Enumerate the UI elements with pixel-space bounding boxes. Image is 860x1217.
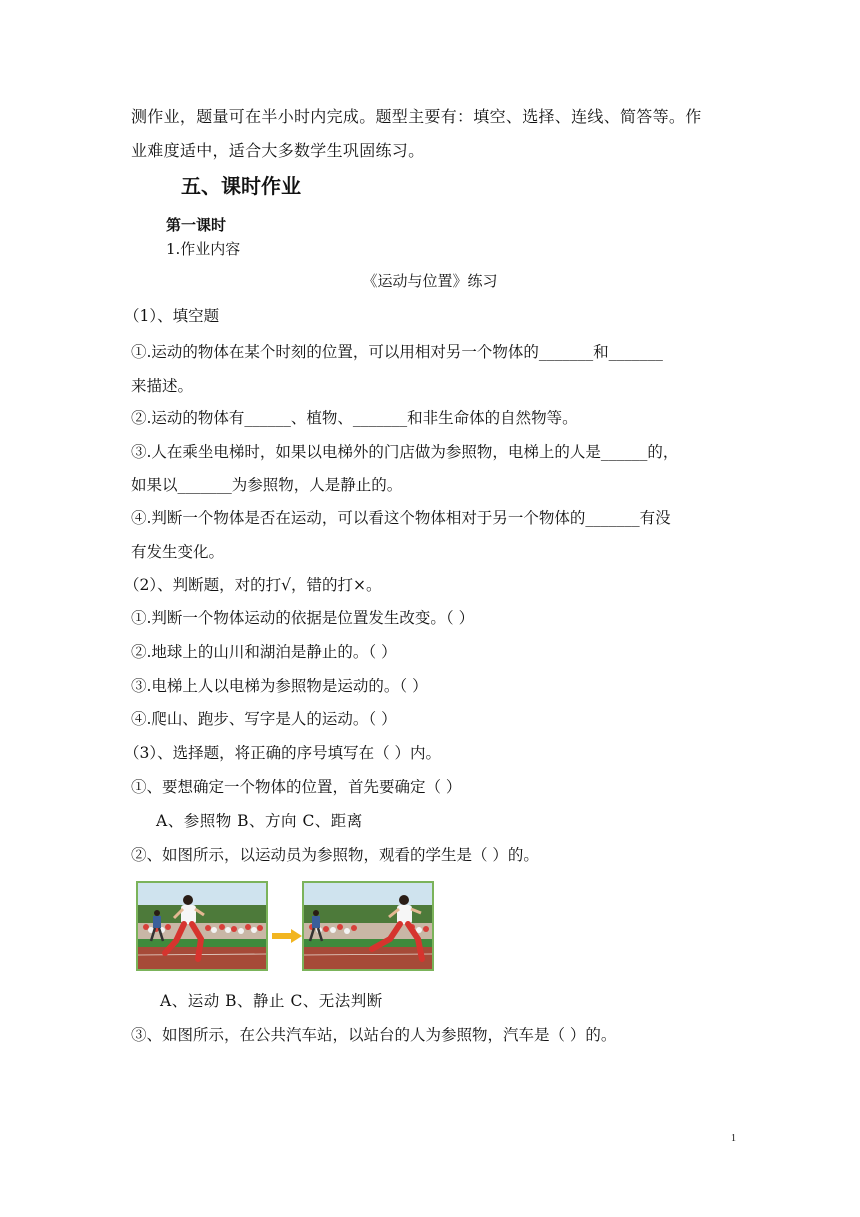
runner-photo-after	[302, 881, 434, 971]
exercise-title: 《运动与位置》练习	[362, 272, 498, 290]
fill-line: ③.人在乘坐电梯时，如果以电梯外的门店做为参照物，电梯上的人是______的，	[131, 443, 679, 461]
judge-heading: （2）、判断题，对的打√，错的打×。	[124, 576, 382, 594]
lesson-title: 第一课时	[166, 216, 227, 234]
intro-line-2: 业难度适中，适合大多数学生巩固练习。	[131, 141, 425, 160]
fill-heading: （1）、填空题	[124, 307, 220, 325]
choice-question-2-options: A、运动 B、静止 C、无法判断	[160, 992, 383, 1010]
fill-line: ②.运动的物体有______、植物、_______和非生命体的自然物等。	[131, 409, 578, 427]
choice-heading: （3）、选择题，将正确的序号填写在（ ）内。	[124, 744, 442, 762]
judge-line: ③.电梯上人以电梯为参照物是运动的。（ ）	[131, 677, 428, 695]
fill-line: ①.运动的物体在某个时刻的位置，可以用相对另一个物体的_______和_______	[131, 343, 663, 361]
judge-line: ④.爬山、跑步、写字是人的运动。（ ）	[131, 710, 397, 728]
arrow-right-icon	[272, 929, 302, 943]
section-title: 五、课时作业	[181, 174, 301, 198]
choice-question-1-options: A、参照物 B、方向 C、距离	[156, 812, 363, 830]
item-heading: 1.作业内容	[166, 240, 241, 258]
choice-question-1: ①、要想确定一个物体的位置，首先要确定（ ）	[131, 778, 462, 796]
choice-question-2: ②、如图所示，以运动员为参照物，观看的学生是（ ）的。	[131, 846, 539, 864]
fill-line: 有发生变化。	[131, 543, 225, 561]
judge-line: ①.判断一个物体运动的依据是位置发生改变。（ ）	[131, 609, 475, 627]
fill-line: ④.判断一个物体是否在运动，可以看这个物体相对于另一个物体的_______有没	[131, 509, 671, 527]
page-number: 1	[731, 1133, 736, 1144]
fill-line: 如果以_______为参照物，人是静止的。	[131, 476, 403, 494]
runner-photo-before	[136, 881, 268, 971]
judge-line: ②.地球上的山川和湖泊是静止的。（ ）	[131, 643, 397, 661]
intro-line-1: 测作业，题量可在半小时内完成。题型主要有：填空、选择、连线、简答等。作	[131, 107, 702, 126]
fill-line: 来描述。	[131, 377, 194, 395]
choice-question-3: ③、如图所示，在公共汽车站，以站台的人为参照物，汽车是（ ）的。	[131, 1026, 617, 1044]
